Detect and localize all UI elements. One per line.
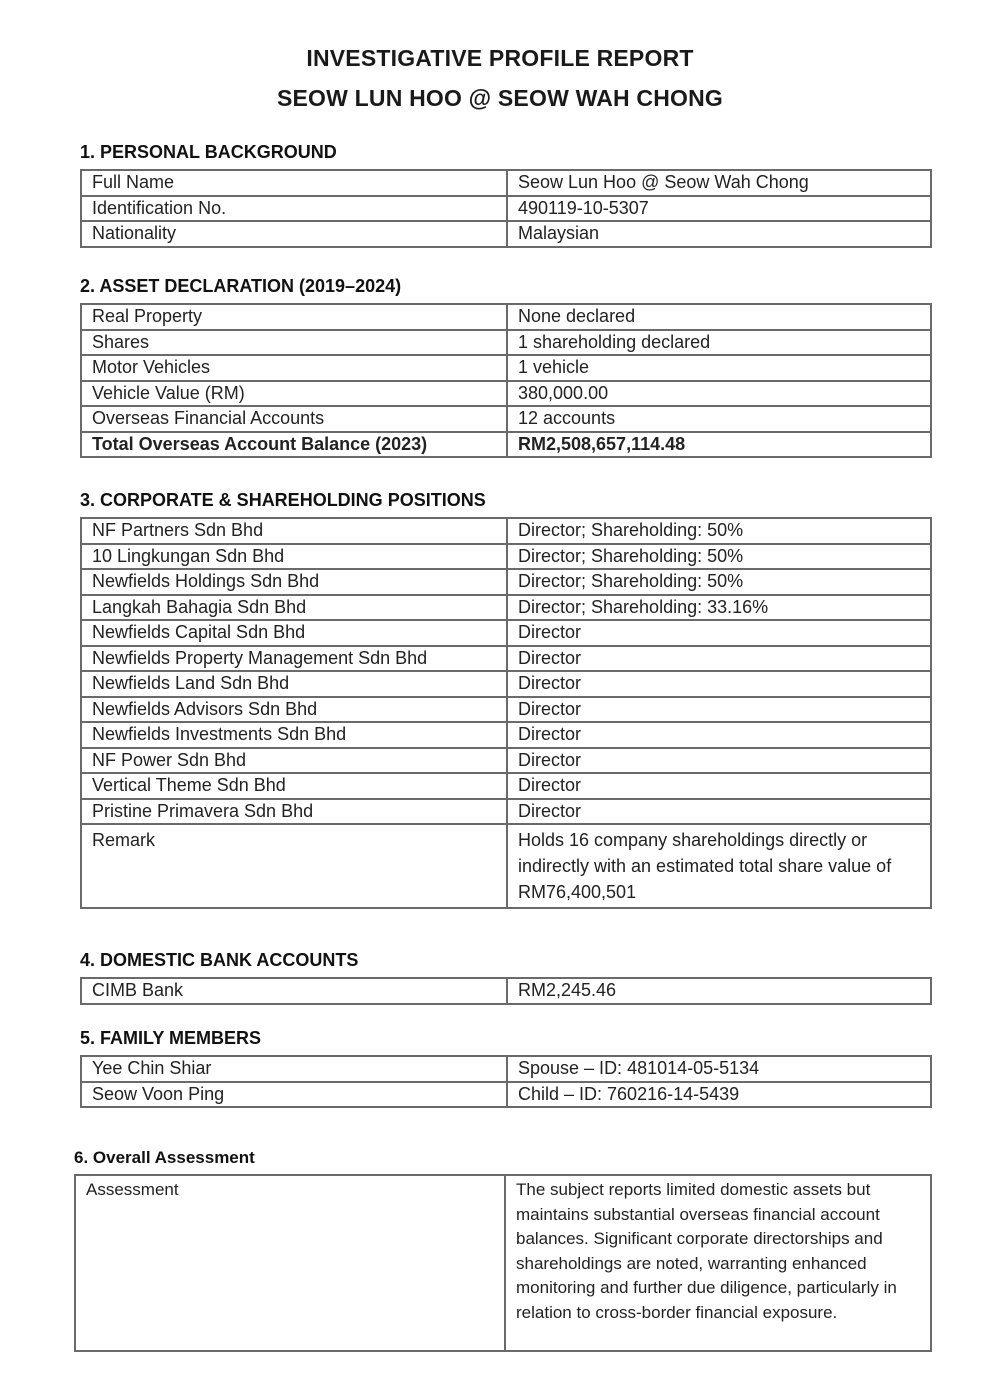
table-row [81, 748, 931, 774]
row-value: Holds 16 company shareholdings directly or indirectly with an estimated total share value of RM76,400,501 [507, 824, 931, 908]
row-label: CIMB Bank [81, 978, 507, 1004]
row-label: Langkah Bahagia Sdn Bhd [81, 595, 507, 621]
row-value: The subject reports limited domestic assets but maintains substantial overseas financial account balances. Significant corporate directorships and shareholdings are noted, warranting enhanced monitoring and further due diligence, particularly in relation to cross-border financial exposure. [505, 1175, 931, 1351]
row-label: Seow Voon Ping [81, 1082, 507, 1108]
table-row [81, 773, 931, 799]
row-value: RM2,245.46 [507, 978, 931, 1004]
row-value: Director [507, 722, 931, 748]
row-label: Yee Chin Shiar [81, 1056, 507, 1082]
row-value: 490119-10-5307 [507, 196, 931, 222]
row-label: Shares [81, 330, 507, 356]
table-row [81, 518, 931, 544]
table-row [81, 406, 931, 432]
row-label: Nationality [81, 221, 507, 247]
table-row [81, 671, 931, 697]
row-label: Real Property [81, 304, 507, 330]
row-value: Director; Shareholding: 50% [507, 544, 931, 570]
personal-table [80, 169, 932, 248]
table-row [81, 381, 931, 407]
section-heading-bank: 4. DOMESTIC BANK ACCOUNTS [80, 950, 359, 970]
row-value: Child – ID: 760216-14-5439 [507, 1082, 931, 1108]
row-label: Newfields Capital Sdn Bhd [81, 620, 507, 646]
row-value: Seow Lun Hoo @ Seow Wah Chong [507, 170, 931, 196]
family-table [80, 1055, 932, 1108]
section-heading-family: 5. FAMILY MEMBERS [80, 1028, 262, 1048]
row-value: Director; Shareholding: 50% [507, 518, 931, 544]
corporate-table [80, 517, 932, 909]
row-label: Identification No. [81, 196, 507, 222]
assessment-table [74, 1174, 932, 1352]
row-value: Director [507, 646, 931, 672]
row-label: Newfields Advisors Sdn Bhd [81, 697, 507, 723]
assets-table [80, 303, 932, 458]
row-value: Director; Shareholding: 33.16% [507, 595, 931, 621]
section-heading-assets: 2. ASSET DECLARATION (2019–2024) [80, 276, 402, 296]
table-row [81, 799, 931, 825]
row-label: Vertical Theme Sdn Bhd [81, 773, 507, 799]
row-label: Remark [81, 824, 507, 908]
table-row [81, 646, 931, 672]
row-value: Spouse – ID: 481014-05-5134 [507, 1056, 931, 1082]
row-value: Director [507, 773, 931, 799]
row-label: Newfields Property Management Sdn Bhd [81, 646, 507, 672]
table-row [81, 978, 931, 1004]
row-label: NF Power Sdn Bhd [81, 748, 507, 774]
table-row [81, 569, 931, 595]
row-value: None declared [507, 304, 931, 330]
table-row [81, 221, 931, 247]
row-label: 10 Lingkungan Sdn Bhd [81, 544, 507, 570]
row-value: Director [507, 748, 931, 774]
row-value: Director [507, 697, 931, 723]
table-row [81, 544, 931, 570]
table-row [81, 170, 931, 196]
table-row [81, 304, 931, 330]
row-value: 12 accounts [507, 406, 931, 432]
row-label: Total Overseas Account Balance (2023) [81, 432, 507, 458]
row-value: Director; Shareholding: 50% [507, 569, 931, 595]
row-label: Newfields Investments Sdn Bhd [81, 722, 507, 748]
row-label: Vehicle Value (RM) [81, 381, 507, 407]
report-title: INVESTIGATIVE PROFILE REPORT [306, 45, 694, 71]
row-value: Director [507, 799, 931, 825]
row-value: Malaysian [507, 221, 931, 247]
table-row-assessment [75, 1175, 931, 1351]
row-label: Newfields Land Sdn Bhd [81, 671, 507, 697]
row-label: Motor Vehicles [81, 355, 507, 381]
report-subject: SEOW LUN HOO @ SEOW WAH CHONG [276, 85, 724, 111]
row-label: NF Partners Sdn Bhd [81, 518, 507, 544]
row-value: RM2,508,657,114.48 [507, 432, 931, 458]
table-row [81, 1056, 931, 1082]
table-row-remark [81, 824, 931, 908]
bank-table [80, 977, 932, 1005]
table-row [81, 355, 931, 381]
section-heading-personal: 1. PERSONAL BACKGROUND [80, 142, 337, 162]
table-row-total [81, 432, 931, 458]
row-label: Newfields Holdings Sdn Bhd [81, 569, 507, 595]
row-label: Pristine Primavera Sdn Bhd [81, 799, 507, 825]
row-value: 1 vehicle [507, 355, 931, 381]
row-value: Director [507, 620, 931, 646]
section-heading-corporate: 3. CORPORATE & SHAREHOLDING POSITIONS [80, 490, 486, 510]
table-row [81, 1082, 931, 1108]
row-label: Overseas Financial Accounts [81, 406, 507, 432]
table-row [81, 722, 931, 748]
table-row [81, 330, 931, 356]
section-heading-assessment: 6. Overall Assessment [74, 1148, 255, 1167]
row-label: Assessment [75, 1175, 505, 1351]
row-value: Director [507, 671, 931, 697]
table-row [81, 620, 931, 646]
row-value: 1 shareholding declared [507, 330, 931, 356]
table-row [81, 595, 931, 621]
table-row [81, 697, 931, 723]
row-value: 380,000.00 [507, 381, 931, 407]
table-row [81, 196, 931, 222]
row-label: Full Name [81, 170, 507, 196]
